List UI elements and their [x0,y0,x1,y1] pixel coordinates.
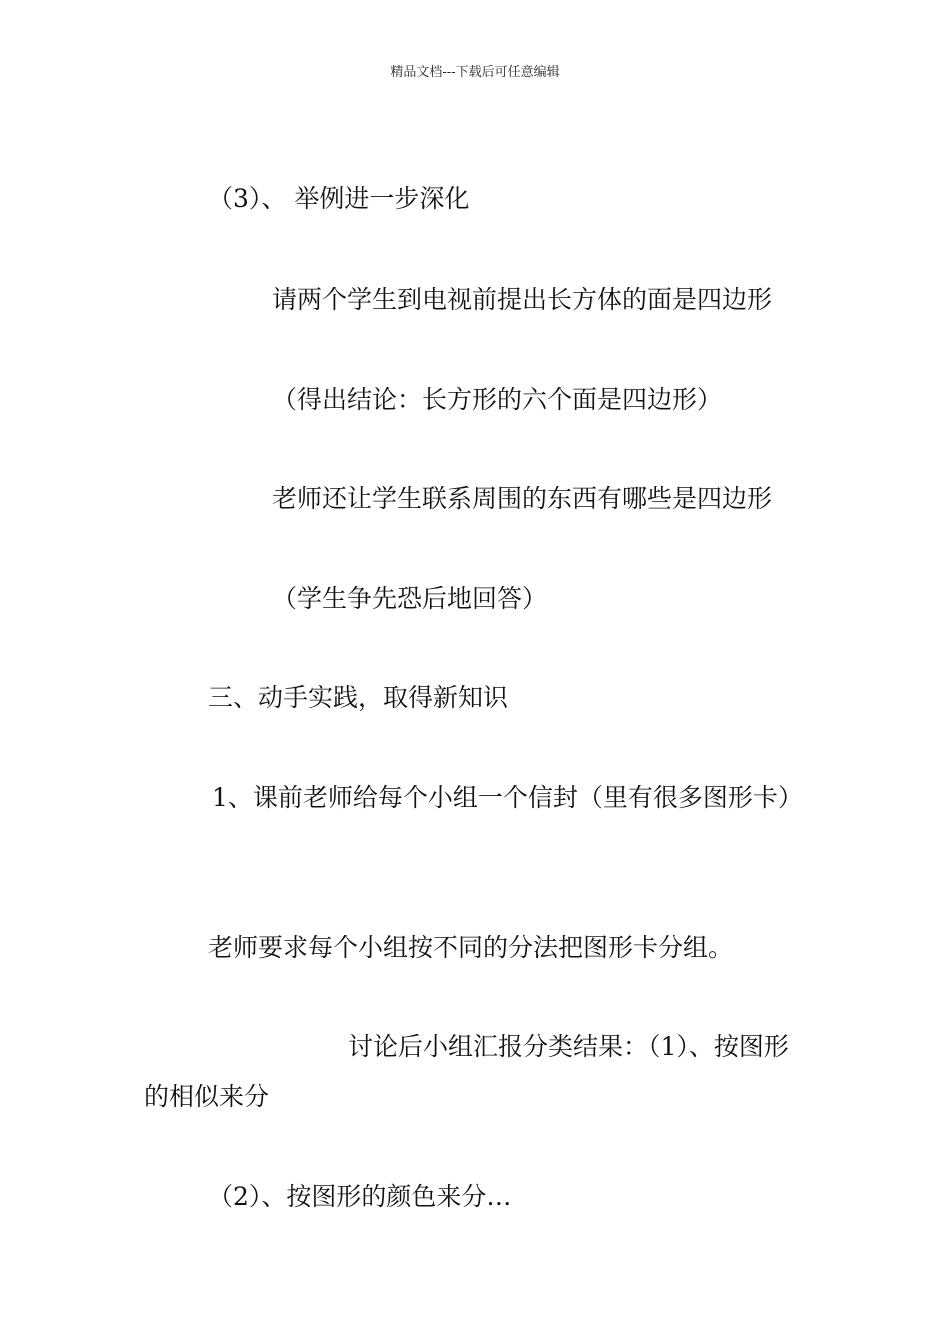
paragraph-students-answer: （学生争先恐后地回答） [272,584,548,613]
page-header: 精品文档---下载后可任意编辑 [390,65,560,80]
paragraph-conclusion: （得出结论：长方形的六个面是四边形） [272,385,723,414]
paragraph-example-heading: （3）、 举例进一步深化 [208,184,470,213]
paragraph-teacher-asks: 老师还让学生联系周围的东西有哪些是四边形 [272,484,773,513]
section-heading-practice: 三、动手实践，取得新知识 [208,683,509,712]
paragraph-grouping: 老师要求每个小组按不同的分法把图形卡分组。 [208,933,734,962]
paragraph-students-tv: 请两个学生到电视前提出长方体的面是四边形 [272,285,773,314]
paragraph-envelope: 1、课前老师给每个小组一个信封（里有很多图形卡） [212,783,803,812]
paragraph-report: 讨论后小组汇报分类结果：（1）、按图形的相似来分 [144,1032,789,1111]
paragraph-by-color: （2）、按图形的颜色来分… [208,1182,512,1211]
